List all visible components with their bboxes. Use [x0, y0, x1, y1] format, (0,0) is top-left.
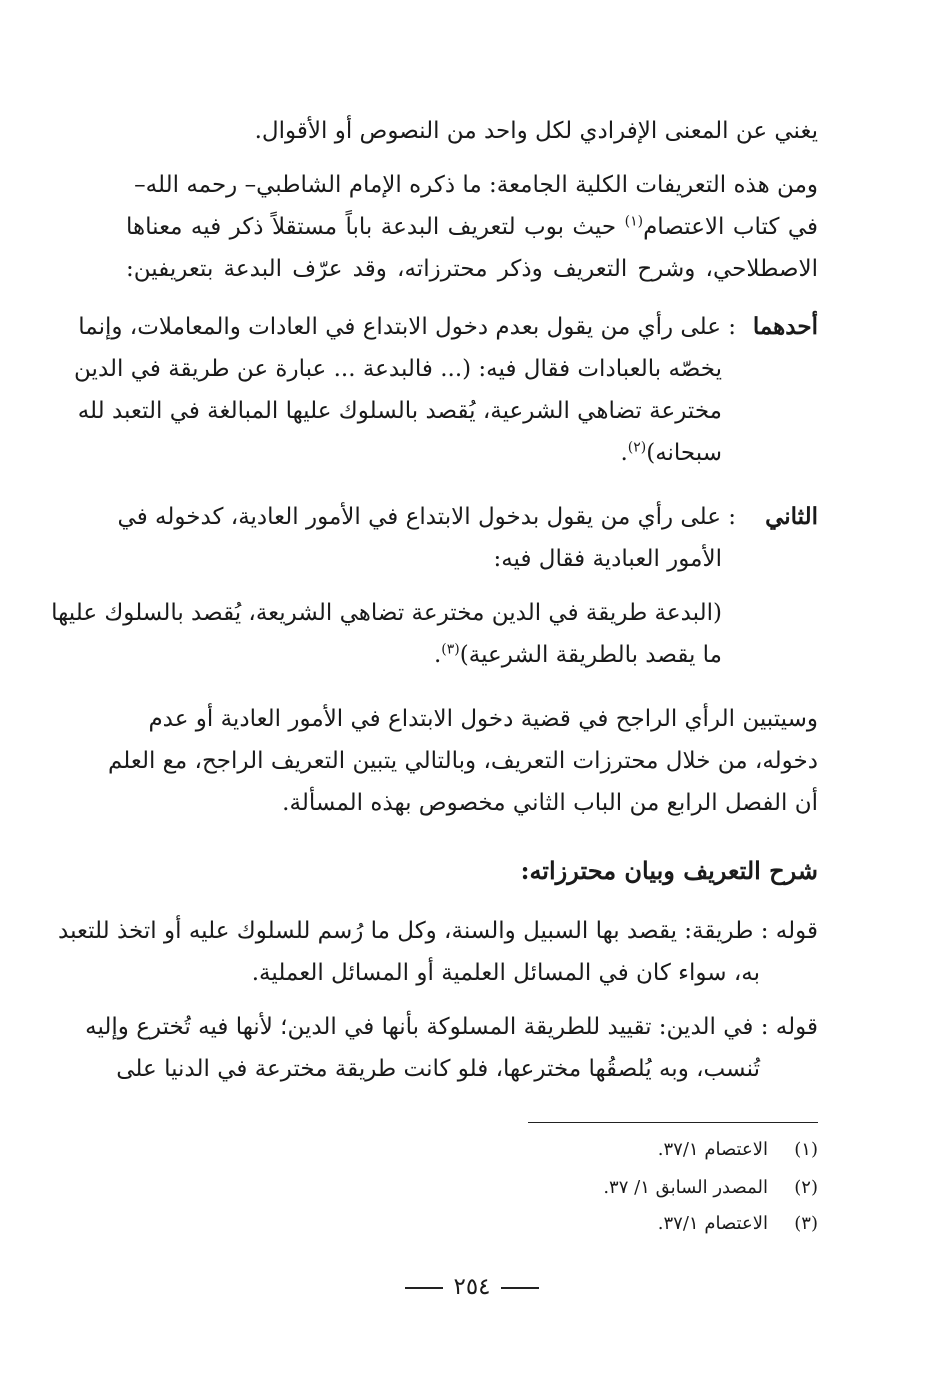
definition-label-second: الثاني	[765, 503, 818, 530]
text-fragment: في كتاب الاعتصام	[643, 214, 819, 240]
footnote	[658, 1138, 818, 1162]
text-line: الأمور العبادية فقال فيه:	[493, 546, 722, 572]
text-line: : على رأي من يقول بدخول الابتداع في الأمور العادية، كدخوله في	[117, 504, 736, 530]
text-line: مخترعة تضاهي الشرعية، يُقصد بالسلوك عليها المبالغة في التعبد لله	[77, 398, 722, 424]
text-fragment: ما يقصد بالطريقة الشرعية)	[459, 642, 722, 668]
page-number-value: ٢٥٤	[453, 1274, 491, 1300]
footnote	[603, 1176, 818, 1200]
text-line: قوله : في الدين: تقييد للطريقة المسلوكة بأنها في الدين؛ لأنها فيه تُخترع وإليه	[85, 1014, 818, 1040]
text-fragment: حيث بوب لتعريف البدعة باباً مستقلاً ذكر فيه معناها	[126, 214, 617, 240]
footnote-number: (٣)	[794, 1213, 818, 1234]
footnote	[658, 1212, 818, 1236]
footnote-text: الاعتصام ٣٧/١.	[657, 1213, 768, 1234]
footnote-divider	[528, 1122, 818, 1123]
definition-label-first: أحدهما	[752, 313, 818, 340]
text-line	[126, 640, 722, 670]
text-line: تُنسب، وبه يُلصقُها مخترعها، فلو كانت طريقة مخترعة في الدنيا على	[116, 1056, 760, 1082]
footnote-marker[interactable]: (١)	[624, 213, 644, 230]
text-line: أن الفصل الرابع من الباب الثاني مخصوص بهذه المسألة.	[282, 790, 818, 816]
section-heading: شرح التعريف وبيان محترزاته:	[520, 856, 818, 885]
text-line: ومن هذه التعريفات الكلية الجامعة: ما ذكره الإمام الشاطبي– رحمه الله–	[134, 172, 818, 198]
footnote-text: المصدر السابق ١/ ٣٧.	[603, 1177, 768, 1198]
text-line: : على رأي من يقول بعدم دخول الابتداع في العادات والمعاملات، وإنما	[78, 314, 736, 340]
text-fragment: سبحانه)	[646, 440, 722, 466]
page-number-dash	[501, 1287, 539, 1289]
text-line: الاصطلاحي، وشرح التعريف وذكر محترزاته، وقد عرّف البدعة بتعريفين:	[126, 256, 818, 282]
page-number	[0, 1274, 944, 1300]
footnote-number: (١)	[794, 1139, 818, 1160]
page-number-dash	[405, 1287, 443, 1289]
footnote-number: (٢)	[794, 1177, 818, 1198]
text-line: يغني عن المعنى الإفرادي لكل واحد من النصوص أو الأقوال.	[254, 118, 818, 144]
text-line: وسيتبين الرأي الراجح في قضية دخول الابتداع في الأمور العادية أو عدم	[148, 706, 818, 732]
text-fragment: .	[620, 440, 628, 466]
text-line: دخوله، من خلال محترزات التعريف، وبالتالي يتبين التعريف الراجح، مع العلم	[107, 748, 818, 774]
footnote-marker[interactable]: (٢)	[627, 439, 647, 456]
text-line: قوله : طريقة: يقصد بها السبيل والسنة، وكل ما رُسم للسلوك عليه أو اتخذ للتعبد	[58, 918, 818, 944]
text-line: يخصّه بالعبادات فقال فيه: (... فالبدعة ... عبارة عن طريقة في الدين	[74, 356, 722, 382]
text-line	[126, 212, 818, 242]
text-fragment: .	[433, 642, 442, 668]
text-line	[126, 438, 722, 468]
footnote-marker[interactable]: (٣)	[441, 641, 460, 658]
footnote-text: الاعتصام ٣٧/١.	[657, 1139, 768, 1160]
text-line: به، سواء كان في المسائل العلمية أو المسائل العملية.	[251, 960, 760, 986]
text-line: (البدعة طريقة في الدين مخترعة تضاهي الشريعة، يُقصد بالسلوك عليها	[51, 600, 722, 626]
